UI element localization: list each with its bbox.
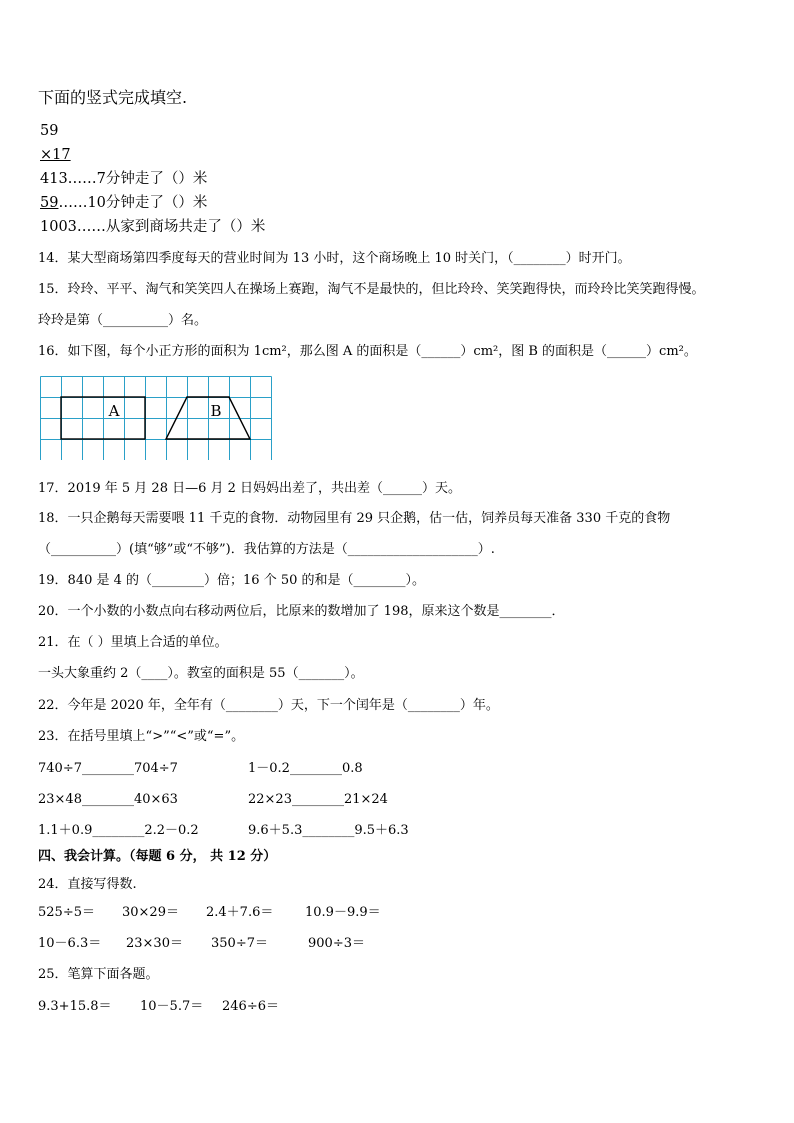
mental-math-item: 10.9－9.9＝ bbox=[305, 905, 381, 920]
written-calc-item: 10－5.7＝ bbox=[140, 999, 204, 1014]
written-calc-item: 9.3+15.8＝ bbox=[38, 999, 112, 1014]
shape-a-label: A bbox=[108, 402, 120, 420]
calc-line-4-underlined: 59 bbox=[40, 195, 59, 211]
area-grid-figure bbox=[40, 376, 272, 460]
question-16: 16．如下图，每个小正方形的面积为 1cm²，那么图 A 的面积是（______）cm²，图 B 的面积是（______）cm²。 bbox=[38, 344, 697, 359]
mental-math-item: 23×30＝ bbox=[126, 936, 183, 951]
calc-line-2: ×17 bbox=[40, 147, 71, 163]
written-calc-item: 246÷6＝ bbox=[222, 999, 279, 1014]
calc-line-4-text: ……10分钟走了（）米 bbox=[58, 195, 208, 211]
calc-line-3: 413……7分钟走了（）米 bbox=[40, 171, 208, 187]
section-4-heading: 四、我会计算。（每题 6 分， 共 12 分） bbox=[38, 849, 277, 864]
mental-math-item: 30×29＝ bbox=[122, 905, 179, 920]
calc-line-1: 59 bbox=[40, 123, 59, 139]
compare-item: 23×48________40×63 bbox=[38, 792, 178, 807]
mental-math-item: 900÷3＝ bbox=[308, 936, 365, 951]
question-17: 17．2019 年 5 月 28 日—6 月 2 日妈妈出差了，共出差（______）天。 bbox=[38, 481, 462, 496]
compare-item: 22×23________21×24 bbox=[248, 792, 388, 807]
question-21-line-2: 一头大象重约 2（____）。教室的面积是 55（_______）。 bbox=[38, 666, 364, 681]
mental-math-item: 525÷5＝ bbox=[38, 905, 95, 920]
grid-lines bbox=[41, 377, 272, 461]
section-title: 下面的竖式完成填空. bbox=[38, 88, 188, 107]
question-23-title: 23．在括号里填上“>”“<”或“=”。 bbox=[38, 729, 245, 744]
question-18-line-1: 18．一只企鹅每天需要喂 11 千克的食物．动物园里有 29 只企鹅，估一估，饲养员每天准备 330 千克的食物 bbox=[38, 511, 671, 526]
question-25-title: 25．笔算下面各题。 bbox=[38, 967, 159, 982]
question-18-line-2: （__________）(填“够”或“不够”)．我估算的方法是（____________________）. bbox=[38, 542, 495, 557]
question-14: 14．某大型商场第四季度每天的营业时间为 13 小时，这个商场晚上 10 时关门，（________）时开门。 bbox=[38, 251, 631, 266]
compare-item: 740÷7________704÷7 bbox=[38, 761, 178, 776]
calc-line-5: 1003……从家到商场共走了（）米 bbox=[40, 219, 266, 235]
compare-item: 1.1＋0.9________2.2－0.2 bbox=[38, 823, 199, 838]
question-20: 20．一个小数的小数点向右移动两位后，比原来的数增加了 198，原来这个数是________． bbox=[38, 604, 565, 619]
question-22: 22．今年是 2020 年，全年有（________）天，下一个闰年是（________）年。 bbox=[38, 698, 499, 713]
shape-b-label: B bbox=[210, 402, 222, 420]
mental-math-item: 10－6.3＝ bbox=[38, 936, 102, 951]
mental-math-item: 2.4＋7.6＝ bbox=[206, 905, 274, 920]
question-15-line-2: 玲玲是第（__________）名。 bbox=[38, 313, 208, 328]
compare-item: 9.6＋5.3________9.5＋6.3 bbox=[248, 823, 409, 838]
mental-math-item: 350÷7＝ bbox=[211, 936, 268, 951]
question-24-title: 24．直接写得数. bbox=[38, 877, 137, 892]
question-15-line-1: 15．玲玲、平平、淘气和笑笑四人在操场上赛跑，淘气不是最快的，但比玲玲、笑笑跑得快，而玲玲比笑笑跑得慢。 bbox=[38, 282, 705, 297]
calc-line-4 bbox=[40, 194, 207, 212]
compare-item: 1－0.2________0.8 bbox=[248, 761, 363, 776]
question-19: 19．840 是 4 的（________）倍；16 个 50 的和是（________）。 bbox=[38, 573, 426, 588]
question-21-line-1: 21．在（ ）里填上合适的单位。 bbox=[38, 635, 228, 650]
